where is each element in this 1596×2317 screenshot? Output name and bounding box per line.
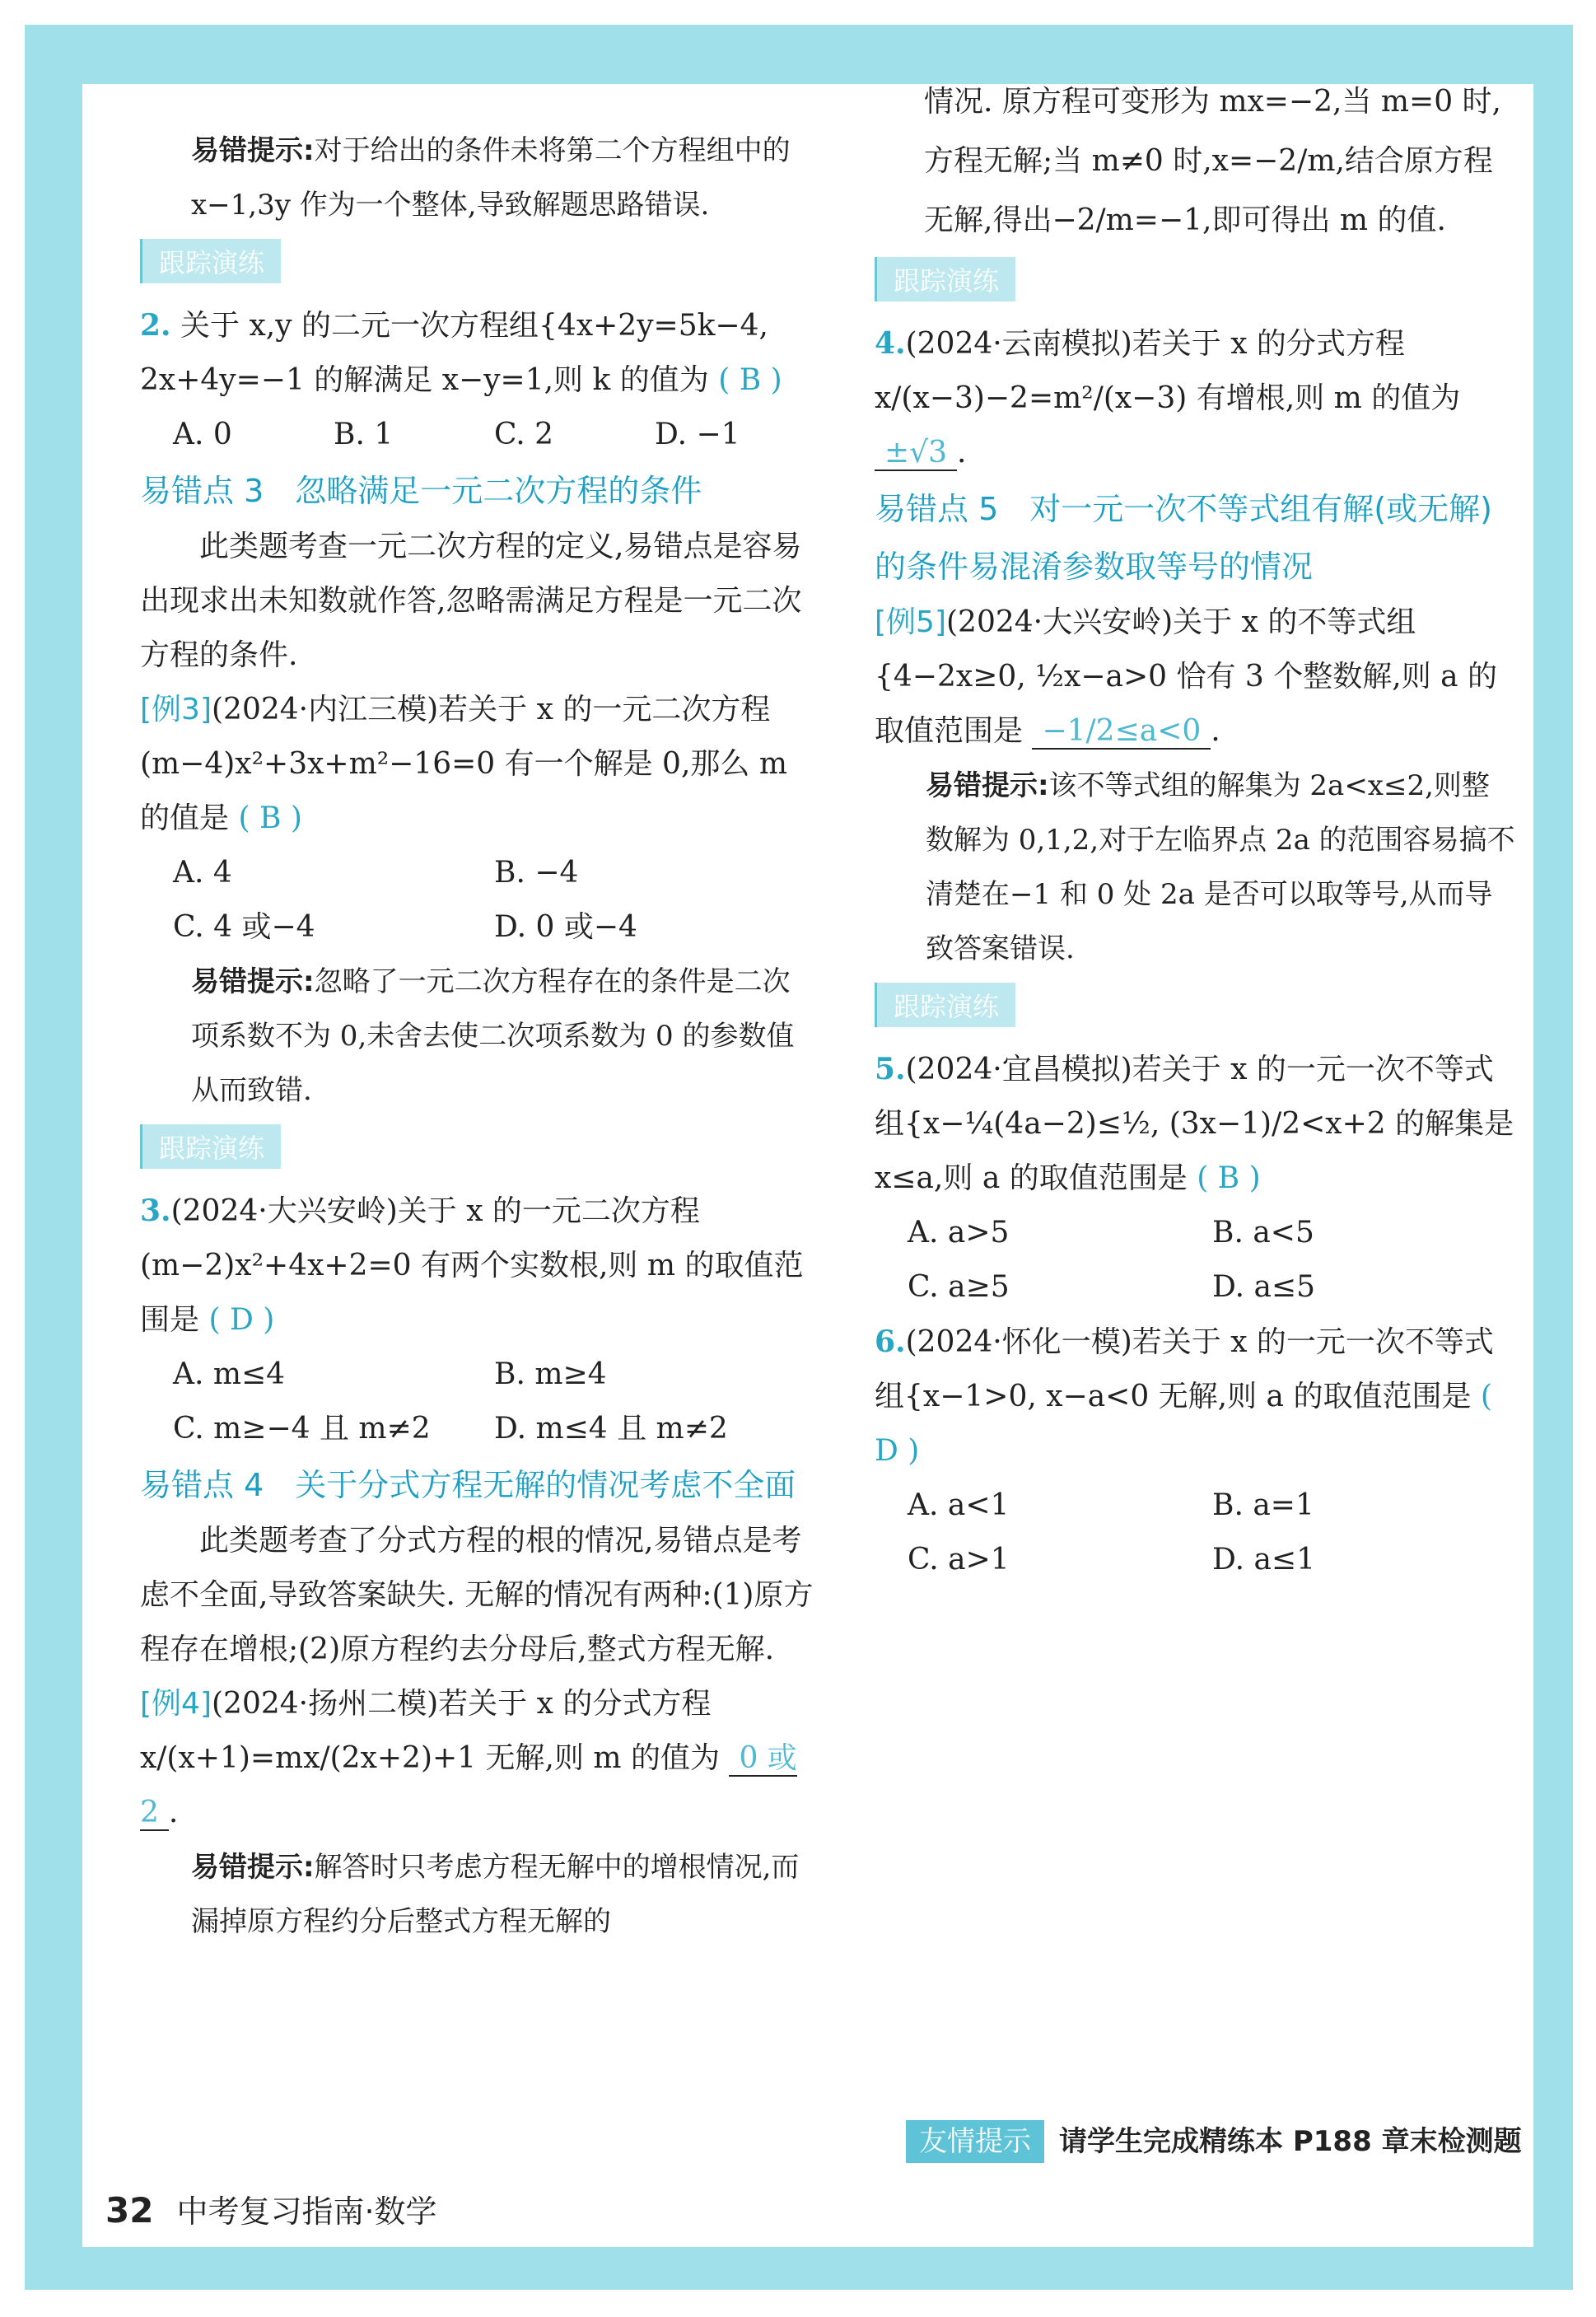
page-number: 32 xyxy=(105,2190,154,2231)
hint-5: 易错提示:该不等式组的解集为 2a<x≤2,则整数解为 0,1,2,对于左临界点 2a 的范围容易搞不清楚在−1 和 0 处 2a 是否可以取等号,从而导致答案错误. xyxy=(926,769,1515,965)
ex3-options: A. 4 B. −4 C. 4 或−4 D. 0 或−4 xyxy=(173,856,637,944)
q2-options: A. 0 B. 1 C. 2 D. −1 xyxy=(173,418,740,451)
heading-4: 易错点 4 关于分式方程无解的情况考虑不全面 xyxy=(140,1467,796,1503)
right-column xyxy=(875,72,1517,1587)
friendly-tip xyxy=(906,2118,1522,2159)
question-3: 3.(2024·大兴安岭)关于 x 的一元二次方程(m−2)x²+4x+2=0 有两个实数根,则 m 的取值范围是 ( D ) xyxy=(140,1194,804,1337)
question-6: 6.(2024·怀化一模)若关于 x 的一元一次不等式组{x−1>0, x−a<0 无解,则 a 的取值范围是 ( D ) xyxy=(875,1324,1494,1468)
page-content xyxy=(82,84,1533,2247)
track-tag-3: 跟踪演练 xyxy=(140,1124,281,1169)
tip-label: 友情提示 xyxy=(906,2120,1044,2163)
intro-4: 此类题考查了分式方程的根的情况,易错点是考虑不全面,导致答案缺失. 无解的情况有两种:(1)原方程存在增根;(2)原方程约去分母后,整式方程无解. xyxy=(140,1524,814,1666)
q3-options: A. m≤4 B. m≥4 C. m≥−4 且 m≠2 D. m≤4 且 m≠2 xyxy=(173,1357,728,1446)
q5-options: A. a>5 B. a<5 C. a≥5 D. a≤5 xyxy=(908,1216,1315,1304)
heading-3: 易错点 3 忽略满足一元二次方程的条件 xyxy=(140,473,702,509)
question-5: 5.(2024·宜昌模拟)若关于 x 的一元一次不等式组{x−¼(4a−2)≤½, (3x−1)/2<x+2 的解集是 x≤a,则 a 的取值范围是 ( B ) xyxy=(875,1052,1514,1195)
example-5: [例5](2024·大兴安岭)关于 x 的不等式组{4−2x≥0, ½x−a>0 恰有 3 个整数解,则 a 的取值范围是 −1/2≤a<0 . xyxy=(875,605,1498,748)
hint-1: 易错提示:对于给出的条件未将第二个方程组中的 x−1,3y 作为一个整体,导致解题思路错误. xyxy=(191,134,791,222)
heading-5: 易错点 5 对一元一次不等式组有解(或无解)的条件易混淆参数取等号的情况 xyxy=(875,491,1492,585)
book-title: 中考复习指南·数学 xyxy=(176,2193,437,2230)
hint-3: 易错提示:忽略了一元二次方程存在的条件是二次项系数不为 0,未舍去使二次项系数为 0 的参数值从而致错. xyxy=(191,965,795,1107)
example-4: [例4](2024·扬州二模)若关于 x 的分式方程 x/(x+1)=mx/(2x+2)+1 无解,则 m 的值为 0 或 2 . xyxy=(140,1687,797,1829)
tip-text: 请学生完成精练本 P188 章末检测题 xyxy=(1059,2125,1522,2158)
question-4: 4.(2024·云南模拟)若关于 x 的分式方程 x/(x−3)−2=m²/(x−3) 有增根,则 m 的值为 ±√3 . xyxy=(875,326,1461,469)
track-tag-5: 跟踪演练 xyxy=(875,983,1015,1027)
hint-4: 易错提示:解答时只考虑方程无解中的增根情况,而漏掉原方程约分后整式方程无解的 xyxy=(191,1851,800,1938)
question-2: 2. 关于 x,y 的二元一次方程组{4x+2y=5k−4, 2x+4y=−1 的解满足 x−y=1,则 k 的值为 ( B ) xyxy=(140,308,782,397)
border-right xyxy=(1533,25,1573,2290)
track-tag-4: 跟踪演练 xyxy=(875,257,1015,301)
right-continuation: 情况. 原方程可变形为 mx=−2,当 m=0 时,方程无解;当 m≠0 时,x=−2/m,结合原方程无解,得出−2/m=−1,即可得出 m 的值. xyxy=(924,85,1501,237)
track-tag-1: 跟踪演练 xyxy=(140,239,281,283)
example-3: [例3](2024·内江三模)若关于 x 的一元二次方程(m−4)x²+3x+m²−16=0 有一个解是 0,那么 m 的值是 ( B ) xyxy=(140,693,787,835)
intro-3: 此类题考查一元二次方程的定义,易错点是容易出现求出未知数就作答,忽略需满足方程是一元二次方程的条件. xyxy=(140,530,802,672)
border-left xyxy=(25,25,82,2290)
left-column xyxy=(140,124,815,1949)
border-bottom xyxy=(25,2247,1573,2290)
q6-options: A. a<1 B. a=1 C. a>1 D. a≤1 xyxy=(908,1488,1315,1577)
page-footer xyxy=(105,2186,437,2231)
